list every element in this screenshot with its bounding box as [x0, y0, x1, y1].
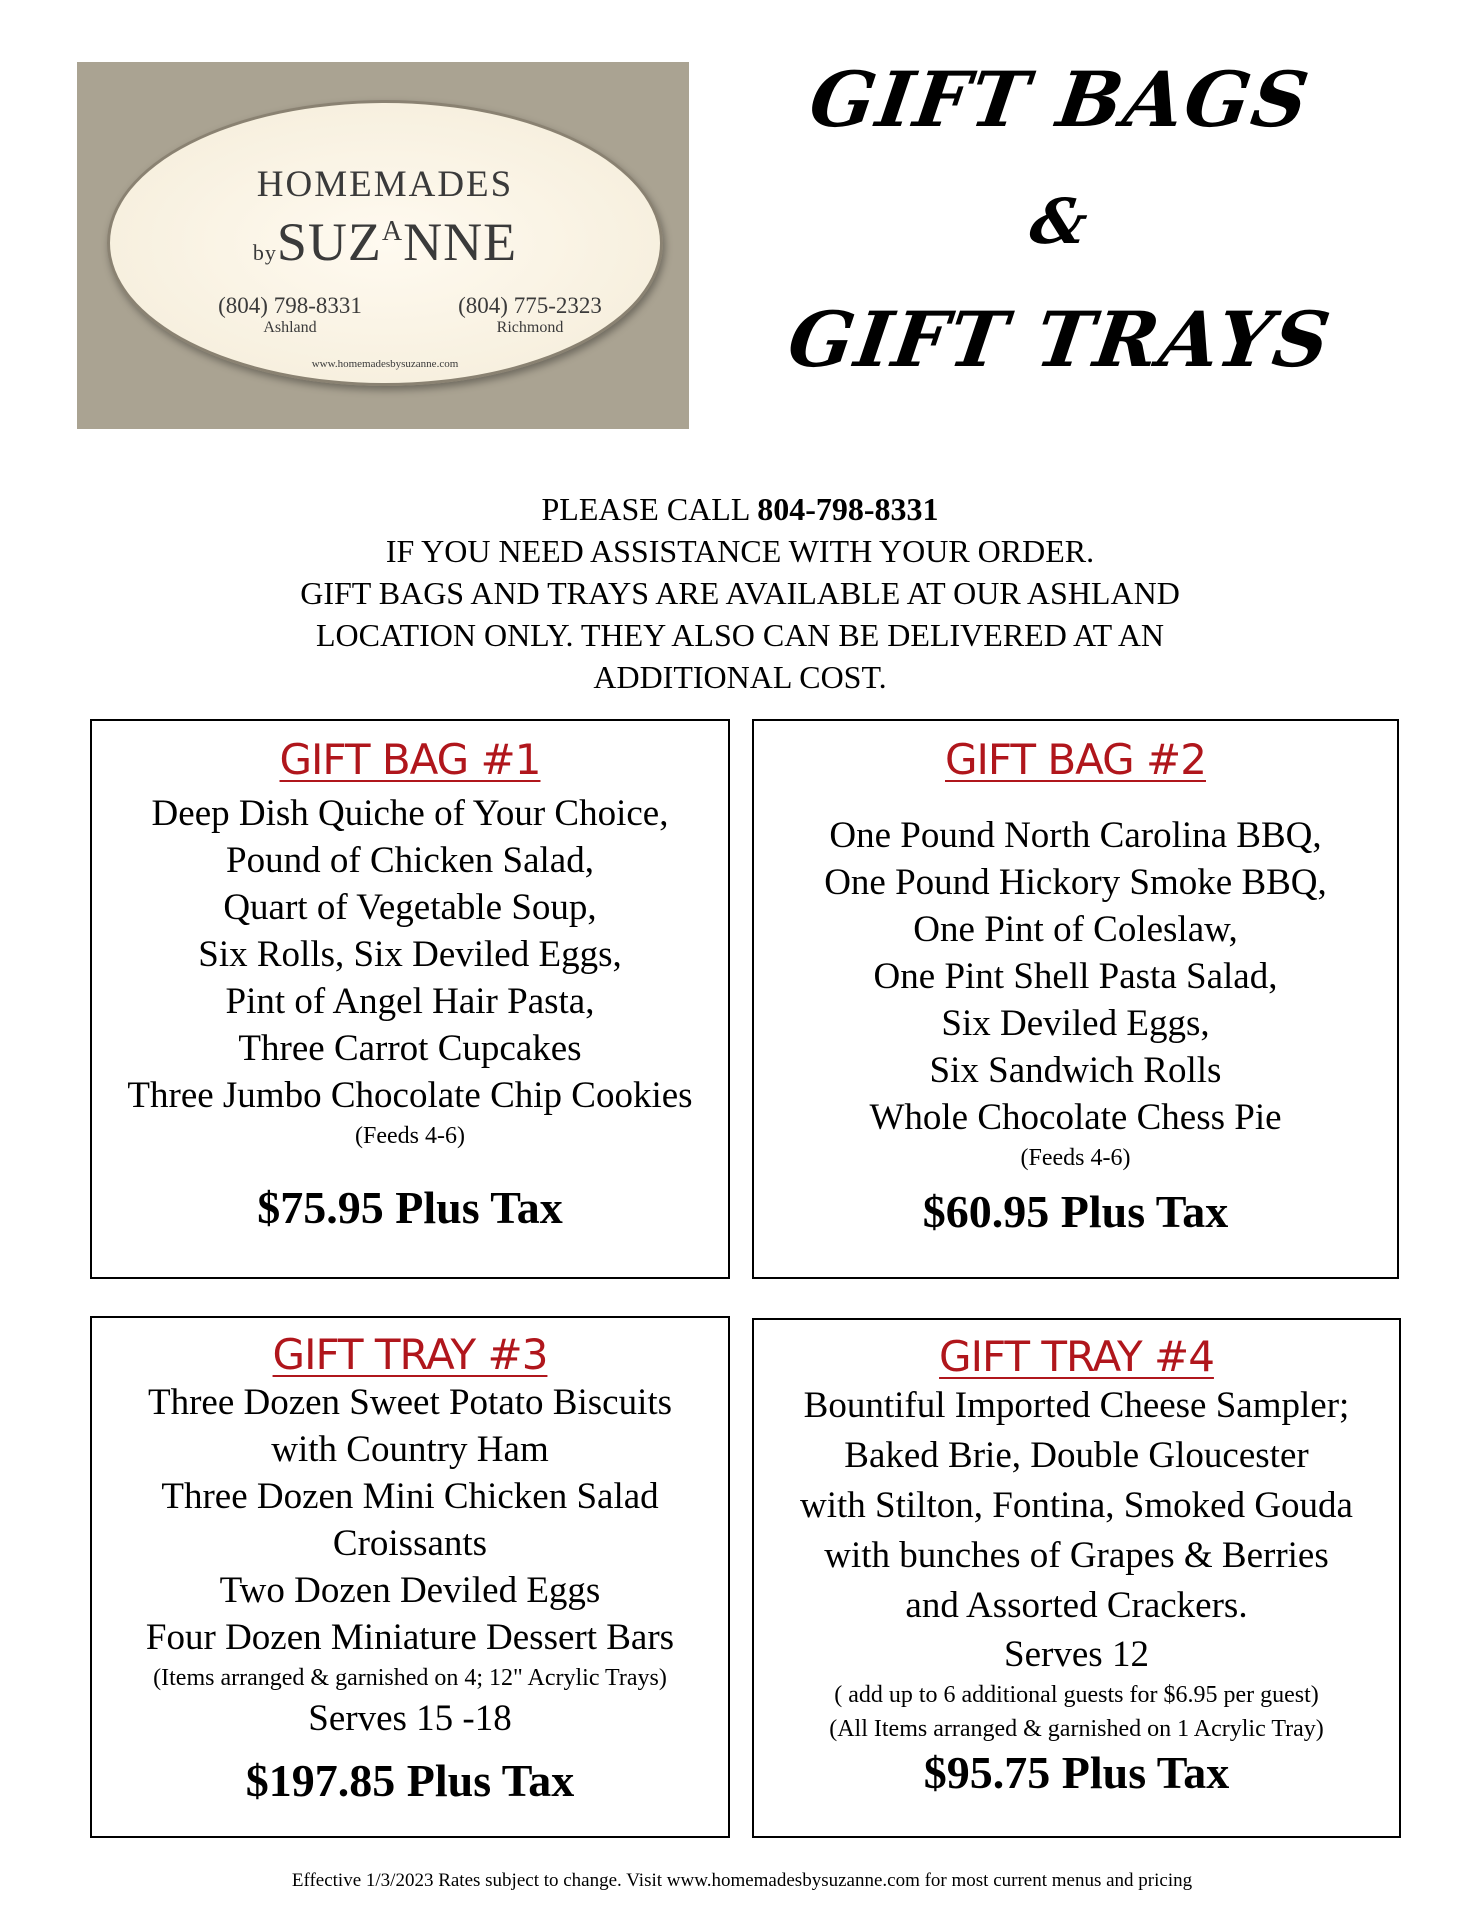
intro-line-3: GIFT BAGS AND TRAYS ARE AVAILABLE AT OUR ASHLAND — [300, 575, 1180, 611]
list-item: Six Sandwich Rolls — [929, 1050, 1222, 1091]
logo-brand-name-b: NNE — [403, 212, 518, 272]
list-item: Deep Dish Quiche of Your Choice, — [151, 793, 669, 834]
title-ampersand: & — [1025, 185, 1095, 258]
list-item: Croissants — [332, 1523, 488, 1564]
gift-tray-4-title: GIFT TRAY #4 — [939, 1332, 1214, 1381]
gift-bag-1-feeds: (Feeds 4-6) — [355, 1123, 465, 1149]
list-item: One Pound North Carolina BBQ, — [829, 815, 1322, 856]
gift-tray-4-note-2: (All Items arranged & garnished on 1 Acrylic Tray) — [829, 1716, 1324, 1742]
logo-brand-name — [110, 211, 660, 273]
gift-tray-4-price: $95.75 Plus Tax — [923, 1747, 1230, 1798]
gift-bag-1-items — [92, 790, 728, 1119]
list-item: Bountiful Imported Cheese Sampler; — [803, 1385, 1350, 1426]
gift-bag-2-card — [752, 719, 1399, 1279]
logo-brand-by: by — [252, 240, 277, 265]
logo-brand-name-a: SUZ — [276, 212, 382, 272]
intro-line-5: ADDITIONAL COST. — [593, 659, 887, 695]
list-item: One Pint of Coleslaw, — [913, 909, 1238, 950]
footer-note: Effective 1/3/2023 Rates subject to change. Visit www.homemadesbysuzanne.com for most current menus and pricing — [291, 1870, 1193, 1891]
title-gift-trays: GIFT TRAYS — [783, 295, 1337, 384]
gift-tray-3-price: $197.85 Plus Tax — [245, 1755, 575, 1806]
gift-tray-4-items — [754, 1381, 1399, 1631]
gift-bag-1-price: $75.95 Plus Tax — [257, 1182, 563, 1233]
list-item: Four Dozen Miniature Dessert Bars — [145, 1617, 675, 1658]
intro-line-2: IF YOU NEED ASSISTANCE WITH YOUR ORDER. — [385, 533, 1095, 569]
gift-tray-4-note-1: ( add up to 6 additional guests for $6.95 per guest) — [834, 1682, 1319, 1708]
intro-phone: 804-798-8331 — [757, 491, 939, 527]
list-item: Six Deviled Eggs, — [941, 1003, 1210, 1044]
intro-call-prefix: PLEASE CALL — [541, 491, 758, 527]
list-item: Quart of Vegetable Soup, — [223, 887, 597, 928]
logo — [77, 62, 689, 429]
logo-location-richmond: Richmond — [496, 319, 564, 336]
list-item: Three Dozen Mini Chicken Salad — [161, 1476, 659, 1517]
list-item: with Country Ham — [271, 1429, 549, 1470]
intro-call-line — [150, 488, 1330, 530]
logo-brand-line1: HOMEMADES — [256, 164, 514, 205]
list-item: One Pint Shell Pasta Salad, — [873, 956, 1278, 997]
gift-tray-3-serves: Serves 15 -18 — [308, 1698, 512, 1739]
logo-website: www.homemadesbysuzanne.com — [311, 358, 459, 370]
gift-bag-2-feeds: (Feeds 4-6) — [1020, 1145, 1131, 1171]
logo-brand-name-sup: A — [381, 216, 404, 247]
list-item: Pint of Angel Hair Pasta, — [225, 981, 595, 1022]
list-item: Whole Chocolate Chess Pie — [869, 1097, 1282, 1138]
gift-tray-3-title: GIFT TRAY #3 — [272, 1330, 548, 1379]
gift-tray-4-card — [752, 1318, 1401, 1838]
gift-bag-2-price: $60.95 Plus Tax — [922, 1186, 1229, 1237]
list-item: Baked Brie, Double Gloucester — [844, 1435, 1309, 1476]
intro-line-4: LOCATION ONLY. THEY ALSO CAN BE DELIVERED AT AN — [315, 617, 1165, 653]
gift-tray-4-serves: Serves 12 — [1004, 1634, 1149, 1675]
list-item: Two Dozen Deviled Eggs — [219, 1570, 601, 1611]
gift-tray-3-note: (Items arranged & garnished on 4; 12" Acrylic Trays) — [153, 1665, 667, 1691]
gift-tray-3-items — [92, 1379, 728, 1661]
title-gift-bags: GIFT BAGS — [804, 55, 1316, 144]
list-item: and Assorted Crackers. — [905, 1585, 1248, 1626]
list-item: Pound of Chicken Salad, — [226, 840, 594, 881]
list-item: with bunches of Grapes & Berries — [824, 1535, 1329, 1576]
gift-bag-2-items — [754, 812, 1397, 1141]
intro-text — [150, 488, 1330, 698]
list-item: Six Rolls, Six Deviled Eggs, — [198, 934, 622, 975]
list-item: Three Dozen Sweet Potato Biscuits — [147, 1382, 673, 1423]
logo-phone-ashland: (804) 798-8331 — [218, 293, 362, 318]
logo-oval — [107, 100, 663, 386]
gift-bag-1-title: GIFT BAG #1 — [279, 735, 541, 784]
logo-location-ashland: Ashland — [263, 319, 317, 336]
gift-tray-3-card — [90, 1316, 730, 1838]
list-item: One Pound Hickory Smoke BBQ, — [824, 862, 1327, 903]
list-item: Three Carrot Cupcakes — [238, 1028, 582, 1069]
list-item: Three Jumbo Chocolate Chip Cookies — [127, 1075, 693, 1116]
list-item: with Stilton, Fontina, Smoked Gouda — [800, 1485, 1353, 1526]
gift-bag-1-card — [90, 719, 730, 1279]
gift-bag-2-title: GIFT BAG #2 — [945, 735, 1206, 784]
logo-phone-richmond-block — [430, 293, 630, 337]
logo-phone-ashland-block — [190, 293, 390, 337]
logo-phone-richmond: (804) 775-2323 — [458, 293, 602, 318]
